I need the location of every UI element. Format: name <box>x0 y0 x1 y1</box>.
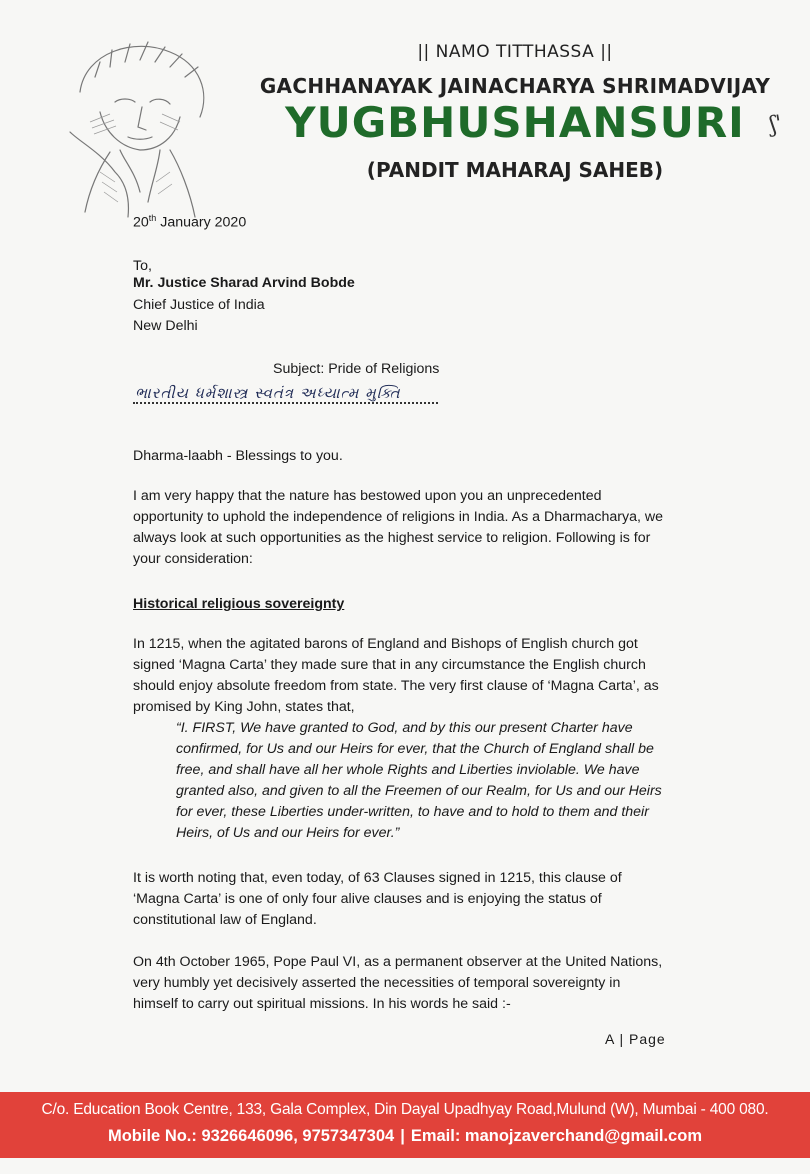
signature-mark: ʃ' <box>767 111 785 138</box>
text-line: very humbly yet decisively asserted the necessities of temporal sovereignty in <box>133 975 621 991</box>
text-line: It is worth noting that, even today, of 63 Clauses signed in 1215, this clause of <box>133 870 622 886</box>
letter-date: 20th January 2020 <box>133 213 247 231</box>
text-line: confirmed, for Us and our Heirs for ever, that the Church of England shall be <box>176 741 654 757</box>
footer-separator: | <box>400 1127 405 1145</box>
header-title-line: GACHHANAYAK JAINACHARYA SHRIMADVIJAY <box>259 74 771 98</box>
footer-contact <box>0 1127 810 1146</box>
quotation-block <box>176 718 674 844</box>
intro-paragraph <box>133 486 674 570</box>
salutation-to: To, <box>133 258 152 274</box>
handwritten-note: ભારતીય ધર્મશાસ્ત્ર સ્વતંત્ર અધ્યાત્મ મુક્તિ <box>135 384 401 402</box>
header-invocation: || NAMO TITTHASSA || <box>417 42 613 62</box>
text-line: “I. FIRST, We have granted to God, and by this our present Charter have <box>176 720 633 736</box>
greeting: Dharma-laabh - Blessings to you. <box>133 448 343 464</box>
header-subtitle: (PANDIT MAHARAJ SAHEB) <box>366 158 664 182</box>
paragraph-clauses <box>133 868 674 931</box>
text-line: I am very happy that the nature has bestowed upon you an unprecedented <box>133 488 602 504</box>
page-number: A | Page <box>605 1031 666 1047</box>
text-line: should enjoy absolute freedom from state. The very first clause of ‘Magna Carta’, as <box>133 678 659 694</box>
text-line: Heirs, of Us and our Heirs for ever.” <box>176 825 400 841</box>
text-line: himself to carry out spiritual missions. In his words he said :- <box>133 996 511 1012</box>
text-line: your consideration: <box>133 551 253 567</box>
text-line: always look at such opportunities as the highest service to religion. Following is for <box>133 530 651 546</box>
dotted-rule <box>133 402 438 404</box>
footer-address: C/o. Education Book Centre, 133, Gala Complex, Din Dayal Upadhyay Road,Mulund (W), Mumbai - 400 080. <box>41 1101 769 1118</box>
text-line: opportunity to uphold the independence of religions in India. As a Dharmacharya, we <box>133 509 664 525</box>
letter-subject: Subject: Pride of Religions <box>273 361 440 377</box>
recipient-city: New Delhi <box>133 318 198 334</box>
text-line: In 1215, when the agitated barons of England and Bishops of English church got <box>133 636 638 652</box>
text-line: constitutional law of England. <box>133 912 317 928</box>
text-line: granted also, and given to all the Freemen of our Realm, for Us and our Heirs <box>176 783 662 799</box>
header-name: YUGBHUSHANSURI <box>285 98 745 147</box>
portrait-sketch <box>40 22 240 222</box>
footer-bar <box>0 1092 810 1158</box>
footer-email[interactable]: Email: manojzaverchand@gmail.com <box>410 1127 702 1145</box>
text-line: ‘Magna Carta’ is one of only four alive clauses and is enjoying the status of <box>133 891 602 907</box>
text-line: signed ‘Magna Carta’ they made sure that in any circumstance the English church <box>133 657 646 673</box>
recipient-designation: Chief Justice of India <box>133 297 265 313</box>
text-line: for ever, these Liberties under-written, to have and to hold to them and their <box>176 804 649 820</box>
paragraph-magna-carta <box>133 634 674 718</box>
footer-mobile: Mobile No.: 9326646096, 9757347304 <box>107 1127 395 1145</box>
text-line: On 4th October 1965, Pope Paul VI, as a permanent observer at the United Nations, <box>133 954 663 970</box>
section-heading: Historical religious sovereignty <box>133 596 345 612</box>
paragraph-pope <box>133 952 674 1015</box>
recipient-name: Mr. Justice Sharad Arvind Bobde <box>133 275 355 291</box>
text-line: promised by King John, states that, <box>133 699 355 715</box>
text-line: free, and shall have all her whole Rights and Liberties inviolable. We have <box>176 762 640 778</box>
